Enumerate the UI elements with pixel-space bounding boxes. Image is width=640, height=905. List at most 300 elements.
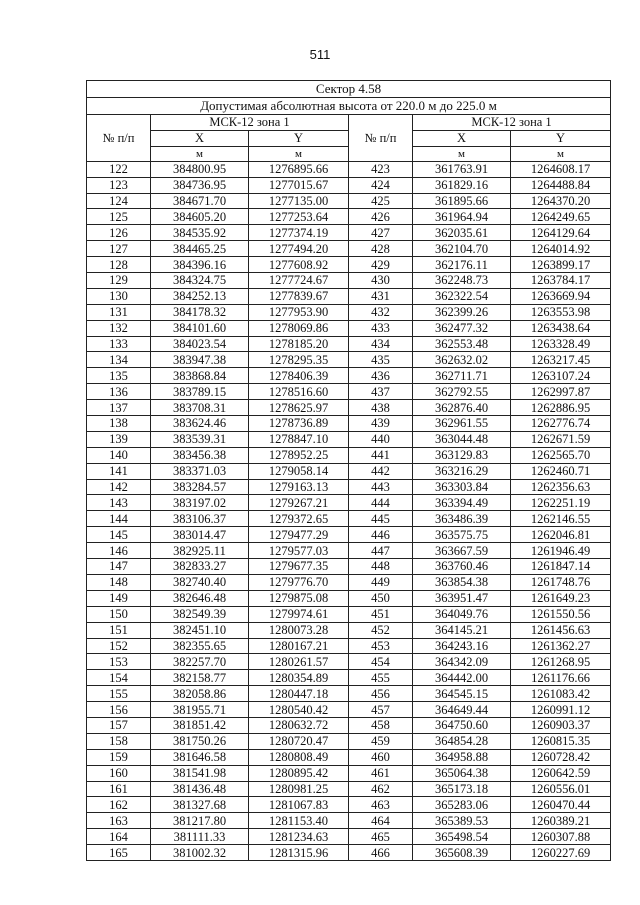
point-number-right: 444: [349, 495, 413, 511]
x-value-right: 364342.09: [413, 654, 511, 670]
x-value-left: 381541.98: [151, 765, 249, 781]
x-value-left: 383106.37: [151, 511, 249, 527]
y-value-left: 1277608.92: [249, 257, 349, 273]
x-value-right: 361763.91: [413, 161, 511, 177]
point-number-left: 141: [87, 463, 151, 479]
table-row: [87, 257, 611, 273]
point-number-left: 137: [87, 400, 151, 416]
point-number-left: 155: [87, 686, 151, 702]
table-row: [87, 686, 611, 702]
point-number-right: 445: [349, 511, 413, 527]
table-row: [87, 797, 611, 813]
x-value-left: 383708.31: [151, 400, 249, 416]
y-value-right: 1263784.17: [511, 273, 611, 289]
y-value-left: 1279372.65: [249, 511, 349, 527]
y-value-right: 1261847.14: [511, 559, 611, 575]
table-row: [87, 304, 611, 320]
x-value-left: 381851.42: [151, 717, 249, 733]
y-value-right: 1261748.76: [511, 574, 611, 590]
y-value-right: 1260227.69: [511, 845, 611, 861]
point-number-left: 140: [87, 447, 151, 463]
table-row: [87, 765, 611, 781]
table-row: [87, 606, 611, 622]
point-number-right: 434: [349, 336, 413, 352]
y-value-right: 1262997.87: [511, 384, 611, 400]
x-value-right: 365064.38: [413, 765, 511, 781]
number-column-header-right: № п/п: [349, 115, 413, 162]
y-value-left: 1280981.25: [249, 781, 349, 797]
point-number-right: 427: [349, 225, 413, 241]
point-number-left: 133: [87, 336, 151, 352]
x-value-right: 364442.00: [413, 670, 511, 686]
crs-header-left: МСК-12 зона 1: [151, 115, 349, 131]
point-number-left: 162: [87, 797, 151, 813]
y-value-right: 1260470.44: [511, 797, 611, 813]
x-value-left: 383947.38: [151, 352, 249, 368]
point-number-left: 143: [87, 495, 151, 511]
table-row: [87, 622, 611, 638]
y-value-right: 1263553.98: [511, 304, 611, 320]
x-value-right: 361829.16: [413, 177, 511, 193]
point-number-right: 461: [349, 765, 413, 781]
point-number-left: 130: [87, 288, 151, 304]
y-value-left: 1277374.19: [249, 225, 349, 241]
y-value-right: 1263217.45: [511, 352, 611, 368]
x-value-right: 365389.53: [413, 813, 511, 829]
coordinates-table: [86, 80, 611, 861]
y-header-right: Y: [511, 130, 611, 146]
point-number-left: 163: [87, 813, 151, 829]
point-number-left: 135: [87, 368, 151, 384]
point-number-right: 441: [349, 447, 413, 463]
point-number-left: 124: [87, 193, 151, 209]
y-value-right: 1261946.49: [511, 543, 611, 559]
point-number-right: 464: [349, 813, 413, 829]
point-number-right: 428: [349, 241, 413, 257]
point-number-left: 142: [87, 479, 151, 495]
table-row: [87, 733, 611, 749]
y-value-left: 1281315.96: [249, 845, 349, 861]
table-row: [87, 320, 611, 336]
point-number-left: 145: [87, 527, 151, 543]
y-value-left: 1280447.18: [249, 686, 349, 702]
x-value-right: 365498.54: [413, 829, 511, 845]
y-value-right: 1260307.88: [511, 829, 611, 845]
point-number-left: 129: [87, 273, 151, 289]
y-value-right: 1262886.95: [511, 400, 611, 416]
y-value-right: 1262146.55: [511, 511, 611, 527]
y-value-left: 1279577.03: [249, 543, 349, 559]
y-value-left: 1281234.63: [249, 829, 349, 845]
x-value-left: 383868.84: [151, 368, 249, 384]
y-value-right: 1263669.94: [511, 288, 611, 304]
y-value-left: 1277953.90: [249, 304, 349, 320]
x-value-left: 381111.33: [151, 829, 249, 845]
x-value-left: 382740.40: [151, 574, 249, 590]
point-number-left: 148: [87, 574, 151, 590]
x-value-right: 363575.75: [413, 527, 511, 543]
x-value-left: 381955.71: [151, 702, 249, 718]
x-value-right: 365173.18: [413, 781, 511, 797]
x-unit-right: м: [413, 146, 511, 161]
table-row: [87, 479, 611, 495]
table-row: [87, 829, 611, 845]
table-row: [87, 225, 611, 241]
point-number-left: 160: [87, 765, 151, 781]
x-value-right: 362876.40: [413, 400, 511, 416]
table-row: [87, 781, 611, 797]
y-value-left: 1280720.47: [249, 733, 349, 749]
x-value-left: 382925.11: [151, 543, 249, 559]
y-value-right: 1260642.59: [511, 765, 611, 781]
x-value-left: 383014.47: [151, 527, 249, 543]
x-value-left: 384605.20: [151, 209, 249, 225]
point-number-right: 442: [349, 463, 413, 479]
x-value-left: 383456.38: [151, 447, 249, 463]
y-value-left: 1278295.35: [249, 352, 349, 368]
point-number-left: 132: [87, 320, 151, 336]
y-value-right: 1263107.24: [511, 368, 611, 384]
x-value-left: 381436.48: [151, 781, 249, 797]
point-number-right: 449: [349, 574, 413, 590]
x-value-right: 362477.32: [413, 320, 511, 336]
x-value-right: 362104.70: [413, 241, 511, 257]
table-row: [87, 511, 611, 527]
x-value-left: 384736.95: [151, 177, 249, 193]
x-value-left: 383539.31: [151, 431, 249, 447]
point-number-left: 158: [87, 733, 151, 749]
y-value-right: 1262565.70: [511, 447, 611, 463]
y-value-right: 1261456.63: [511, 622, 611, 638]
table-row: [87, 543, 611, 559]
y-value-right: 1260815.35: [511, 733, 611, 749]
x-value-right: 362322.54: [413, 288, 511, 304]
point-number-left: 150: [87, 606, 151, 622]
table-row: [87, 495, 611, 511]
x-value-right: 365608.39: [413, 845, 511, 861]
point-number-right: 426: [349, 209, 413, 225]
x-value-left: 381750.26: [151, 733, 249, 749]
point-number-right: 443: [349, 479, 413, 495]
table-row: [87, 638, 611, 654]
table-row: [87, 273, 611, 289]
table-row: [87, 463, 611, 479]
y-value-left: 1279267.21: [249, 495, 349, 511]
table-row: [87, 193, 611, 209]
x-value-right: 362176.11: [413, 257, 511, 273]
x-value-left: 383284.57: [151, 479, 249, 495]
point-number-right: 452: [349, 622, 413, 638]
table-row: [87, 654, 611, 670]
x-value-right: 364854.28: [413, 733, 511, 749]
y-value-right: 1264129.64: [511, 225, 611, 241]
x-value-left: 382058.86: [151, 686, 249, 702]
point-number-right: 446: [349, 527, 413, 543]
sector-title: Сектор 4.58: [87, 81, 611, 98]
y-value-left: 1277253.64: [249, 209, 349, 225]
point-number-left: 134: [87, 352, 151, 368]
y-value-right: 1262671.59: [511, 431, 611, 447]
point-number-right: 451: [349, 606, 413, 622]
x-value-right: 362399.26: [413, 304, 511, 320]
point-number-right: 440: [349, 431, 413, 447]
point-number-right: 460: [349, 749, 413, 765]
point-number-right: 466: [349, 845, 413, 861]
x-value-right: 363129.83: [413, 447, 511, 463]
point-number-right: 437: [349, 384, 413, 400]
y-value-left: 1278736.89: [249, 416, 349, 432]
point-number-left: 139: [87, 431, 151, 447]
table-row: [87, 161, 611, 177]
point-number-right: 455: [349, 670, 413, 686]
y-value-left: 1277135.00: [249, 193, 349, 209]
y-value-left: 1276895.66: [249, 161, 349, 177]
point-number-right: 456: [349, 686, 413, 702]
crs-header-right: МСК-12 зона 1: [413, 115, 611, 131]
x-value-left: 383789.15: [151, 384, 249, 400]
y-value-left: 1278185.20: [249, 336, 349, 352]
table-row: [87, 574, 611, 590]
point-number-left: 151: [87, 622, 151, 638]
y-value-right: 1264608.17: [511, 161, 611, 177]
y-value-left: 1278069.86: [249, 320, 349, 336]
table-row: [87, 431, 611, 447]
height-range: Допустимая абсолютная высота от 220.0 м до 225.0 м: [87, 98, 611, 115]
point-number-left: 147: [87, 559, 151, 575]
point-number-right: 463: [349, 797, 413, 813]
y-value-left: 1278406.39: [249, 368, 349, 384]
y-value-left: 1280073.28: [249, 622, 349, 638]
table-row: [87, 813, 611, 829]
x-value-right: 364049.76: [413, 606, 511, 622]
y-unit-right: м: [511, 146, 611, 161]
x-value-left: 384324.75: [151, 273, 249, 289]
x-value-left: 382833.27: [151, 559, 249, 575]
point-number-left: 165: [87, 845, 151, 861]
x-value-left: 384800.95: [151, 161, 249, 177]
point-number-left: 136: [87, 384, 151, 400]
y-value-right: 1264014.92: [511, 241, 611, 257]
table-row: [87, 352, 611, 368]
x-value-right: 364649.44: [413, 702, 511, 718]
y-value-left: 1279974.61: [249, 606, 349, 622]
x-value-left: 381217.80: [151, 813, 249, 829]
x-value-right: 362248.73: [413, 273, 511, 289]
x-value-left: 382355.65: [151, 638, 249, 654]
x-value-right: 364545.15: [413, 686, 511, 702]
x-value-left: 382451.10: [151, 622, 249, 638]
y-header-left: Y: [249, 130, 349, 146]
table-row: [87, 177, 611, 193]
point-number-left: 138: [87, 416, 151, 432]
x-value-right: 364145.21: [413, 622, 511, 638]
y-value-left: 1280895.42: [249, 765, 349, 781]
x-header-left: X: [151, 130, 249, 146]
x-value-left: 384396.16: [151, 257, 249, 273]
y-value-right: 1263899.17: [511, 257, 611, 273]
table-body: [87, 161, 611, 860]
x-value-right: 363951.47: [413, 590, 511, 606]
x-value-left: 381327.68: [151, 797, 249, 813]
point-number-right: 425: [349, 193, 413, 209]
y-value-left: 1279477.29: [249, 527, 349, 543]
y-value-right: 1263438.64: [511, 320, 611, 336]
y-value-left: 1280632.72: [249, 717, 349, 733]
x-value-left: 383624.46: [151, 416, 249, 432]
y-value-right: 1260728.42: [511, 749, 611, 765]
table-row: [87, 416, 611, 432]
point-number-right: 453: [349, 638, 413, 654]
y-value-right: 1263328.49: [511, 336, 611, 352]
point-number-right: 430: [349, 273, 413, 289]
x-value-right: 362961.55: [413, 416, 511, 432]
x-value-left: 384535.92: [151, 225, 249, 241]
x-value-left: 384252.13: [151, 288, 249, 304]
y-value-right: 1261083.42: [511, 686, 611, 702]
point-number-left: 154: [87, 670, 151, 686]
y-value-right: 1262046.81: [511, 527, 611, 543]
point-number-left: 131: [87, 304, 151, 320]
x-value-right: 361964.94: [413, 209, 511, 225]
table-row: [87, 241, 611, 257]
y-value-left: 1277494.20: [249, 241, 349, 257]
table-row: [87, 384, 611, 400]
point-number-right: 454: [349, 654, 413, 670]
x-value-right: 363854.38: [413, 574, 511, 590]
point-number-left: 149: [87, 590, 151, 606]
table-row: [87, 336, 611, 352]
point-number-right: 450: [349, 590, 413, 606]
x-header-right: X: [413, 130, 511, 146]
x-value-left: 383197.02: [151, 495, 249, 511]
point-number-left: 126: [87, 225, 151, 241]
y-value-right: 1261649.23: [511, 590, 611, 606]
point-number-left: 153: [87, 654, 151, 670]
point-number-right: 435: [349, 352, 413, 368]
point-number-right: 439: [349, 416, 413, 432]
x-value-left: 381002.32: [151, 845, 249, 861]
x-value-right: 364750.60: [413, 717, 511, 733]
point-number-left: 156: [87, 702, 151, 718]
y-value-left: 1277839.67: [249, 288, 349, 304]
y-value-left: 1281153.40: [249, 813, 349, 829]
point-number-left: 164: [87, 829, 151, 845]
point-number-right: 448: [349, 559, 413, 575]
x-value-left: 382549.39: [151, 606, 249, 622]
x-value-left: 384023.54: [151, 336, 249, 352]
table-row: [87, 749, 611, 765]
y-value-left: 1280808.49: [249, 749, 349, 765]
y-value-left: 1277724.67: [249, 273, 349, 289]
x-value-right: 364243.16: [413, 638, 511, 654]
x-value-left: 382646.48: [151, 590, 249, 606]
point-number-right: 423: [349, 161, 413, 177]
y-value-right: 1262776.74: [511, 416, 611, 432]
point-number-right: 459: [349, 733, 413, 749]
x-value-right: 362711.71: [413, 368, 511, 384]
point-number-left: 122: [87, 161, 151, 177]
y-value-right: 1260903.37: [511, 717, 611, 733]
point-number-right: 424: [349, 177, 413, 193]
table-row: [87, 288, 611, 304]
number-column-header-left: № п/п: [87, 115, 151, 162]
x-value-right: 363667.59: [413, 543, 511, 559]
point-number-left: 127: [87, 241, 151, 257]
y-value-right: 1261550.56: [511, 606, 611, 622]
point-number-left: 123: [87, 177, 151, 193]
table-row: [87, 447, 611, 463]
y-value-left: 1278952.25: [249, 447, 349, 463]
table-row: [87, 209, 611, 225]
table-row: [87, 400, 611, 416]
y-value-left: 1278516.60: [249, 384, 349, 400]
point-number-left: 161: [87, 781, 151, 797]
x-value-right: 363303.84: [413, 479, 511, 495]
y-value-left: 1280540.42: [249, 702, 349, 718]
y-value-left: 1278625.97: [249, 400, 349, 416]
table-row: [87, 670, 611, 686]
y-value-right: 1260991.12: [511, 702, 611, 718]
page-number: 511: [309, 47, 331, 62]
y-value-left: 1280354.89: [249, 670, 349, 686]
y-value-right: 1260389.21: [511, 813, 611, 829]
y-value-right: 1262251.19: [511, 495, 611, 511]
y-value-left: 1281067.83: [249, 797, 349, 813]
x-unit-left: м: [151, 146, 249, 161]
point-number-right: 457: [349, 702, 413, 718]
point-number-right: 429: [349, 257, 413, 273]
y-value-left: 1279677.35: [249, 559, 349, 575]
point-number-right: 438: [349, 400, 413, 416]
point-number-right: 433: [349, 320, 413, 336]
y-value-left: 1279163.13: [249, 479, 349, 495]
y-value-right: 1260556.01: [511, 781, 611, 797]
x-value-left: 383371.03: [151, 463, 249, 479]
point-number-right: 462: [349, 781, 413, 797]
y-value-left: 1280261.57: [249, 654, 349, 670]
x-value-right: 363394.49: [413, 495, 511, 511]
point-number-left: 157: [87, 717, 151, 733]
table-row: [87, 368, 611, 384]
point-number-right: 447: [349, 543, 413, 559]
x-value-right: 362035.61: [413, 225, 511, 241]
point-number-right: 432: [349, 304, 413, 320]
point-number-left: 146: [87, 543, 151, 559]
y-value-left: 1279875.08: [249, 590, 349, 606]
x-value-left: 384178.32: [151, 304, 249, 320]
point-number-left: 152: [87, 638, 151, 654]
y-unit-left: м: [249, 146, 349, 161]
table-row: [87, 845, 611, 861]
x-value-left: 381646.58: [151, 749, 249, 765]
table-row: [87, 717, 611, 733]
table-row: [87, 702, 611, 718]
table-row: [87, 559, 611, 575]
y-value-left: 1279058.14: [249, 463, 349, 479]
x-value-right: 363044.48: [413, 431, 511, 447]
y-value-right: 1264488.84: [511, 177, 611, 193]
x-value-right: 363760.46: [413, 559, 511, 575]
y-value-right: 1262356.63: [511, 479, 611, 495]
table-row: [87, 527, 611, 543]
x-value-right: 363486.39: [413, 511, 511, 527]
y-value-right: 1264370.20: [511, 193, 611, 209]
point-number-left: 144: [87, 511, 151, 527]
table-row: [87, 590, 611, 606]
x-value-right: 362792.55: [413, 384, 511, 400]
x-value-left: 382158.77: [151, 670, 249, 686]
y-value-right: 1261176.66: [511, 670, 611, 686]
